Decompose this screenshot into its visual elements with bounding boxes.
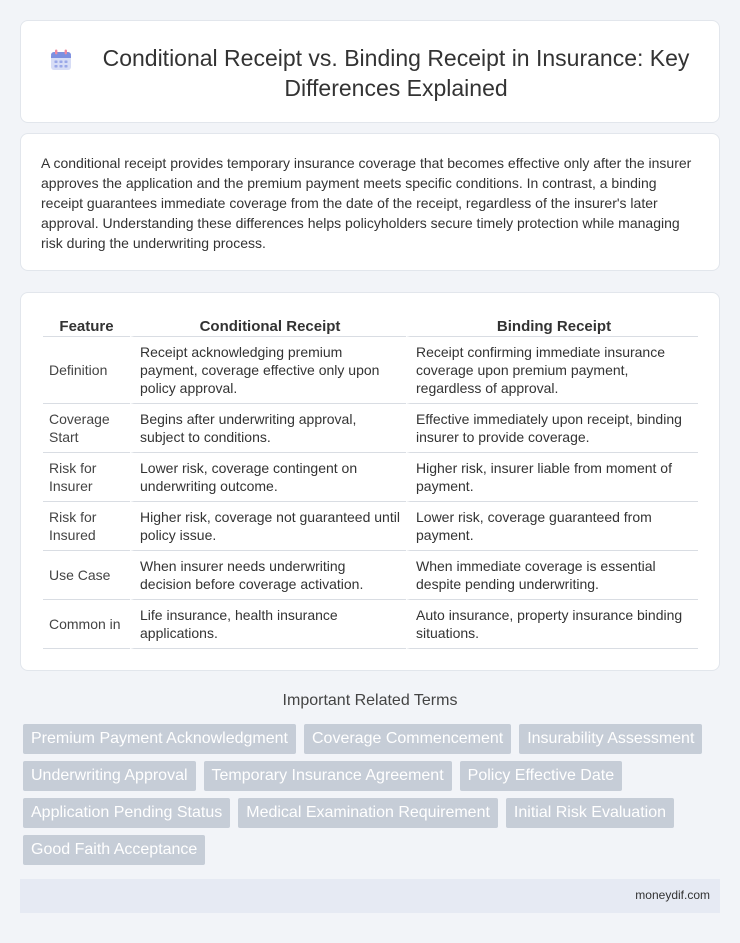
table-row	[43, 600, 698, 649]
header-feature: Feature	[43, 317, 130, 337]
header-binding: Binding Receipt	[406, 317, 698, 337]
related-term-tag[interactable]: Temporary Insurance Agreement	[204, 761, 452, 791]
related-term-tag[interactable]: Initial Risk Evaluation	[506, 798, 674, 828]
related-term-tag[interactable]: Premium Payment Acknowledgment	[23, 724, 296, 754]
related-terms-list	[23, 724, 713, 865]
row-conditional: Begins after underwriting approval, subject to conditions.	[130, 404, 406, 453]
table-row	[43, 551, 698, 600]
row-feature: Definition	[43, 337, 130, 404]
table-header-row	[43, 317, 698, 337]
related-term-tag[interactable]: Medical Examination Requirement	[238, 798, 498, 828]
footer	[20, 879, 720, 913]
row-conditional: Higher risk, coverage not guaranteed until policy issue.	[130, 502, 406, 551]
intro-card	[20, 133, 720, 271]
related-term-tag[interactable]: Coverage Commencement	[304, 724, 511, 754]
row-feature: Common in	[43, 600, 130, 649]
table-row	[43, 337, 698, 404]
row-binding: Lower risk, coverage guaranteed from payment.	[406, 502, 698, 551]
row-binding: Effective immediately upon receipt, binding insurer to provide coverage.	[406, 404, 698, 453]
header-card	[20, 20, 720, 123]
row-feature: Use Case	[43, 551, 130, 600]
header-conditional: Conditional Receipt	[130, 317, 406, 337]
row-conditional: Lower risk, coverage contingent on underwriting outcome.	[130, 453, 406, 502]
related-term-tag[interactable]: Policy Effective Date	[460, 761, 622, 791]
row-binding: When immediate coverage is essential despite pending underwriting.	[406, 551, 698, 600]
row-feature: Risk for Insurer	[43, 453, 130, 502]
row-binding: Receipt confirming immediate insurance coverage upon premium payment, regardless of approval.	[406, 337, 698, 404]
footer-site-link[interactable]: moneydif.com	[635, 888, 710, 902]
related-term-tag[interactable]: Insurability Assessment	[519, 724, 702, 754]
comparison-table	[43, 317, 698, 649]
row-feature: Risk for Insured	[43, 502, 130, 551]
related-term-tag[interactable]: Underwriting Approval	[23, 761, 196, 791]
table-row	[43, 502, 698, 551]
comparison-table-card	[20, 292, 720, 671]
row-conditional: When insurer needs underwriting decision before coverage activation.	[130, 551, 406, 600]
row-binding: Auto insurance, property insurance binding situations.	[406, 600, 698, 649]
table-row	[43, 453, 698, 502]
row-conditional: Life insurance, health insurance applications.	[130, 600, 406, 649]
calendar-icon	[49, 48, 73, 72]
intro-paragraph: A conditional receipt provides temporary insurance coverage that becomes effective only after the insurer approves the application and the premium payment meets specific conditions. In contrast, a binding receipt guarantees immediate coverage from the date of the receipt, regardless of the insurer's later approval. Understanding these differences helps policyholders secure timely protection while managing risk during the underwriting process.	[41, 155, 692, 251]
row-feature: Coverage Start	[43, 404, 130, 453]
related-terms-title: Important Related Terms	[282, 692, 458, 709]
row-conditional: Receipt acknowledging premium payment, coverage effective only upon policy approval.	[130, 337, 406, 404]
related-term-tag[interactable]: Good Faith Acceptance	[23, 835, 205, 865]
row-binding: Higher risk, insurer liable from moment of payment.	[406, 453, 698, 502]
table-row	[43, 404, 698, 453]
page-title: Conditional Receipt vs. Binding Receipt in Insurance: Key Differences Explained	[102, 45, 690, 101]
related-term-tag[interactable]: Application Pending Status	[23, 798, 230, 828]
